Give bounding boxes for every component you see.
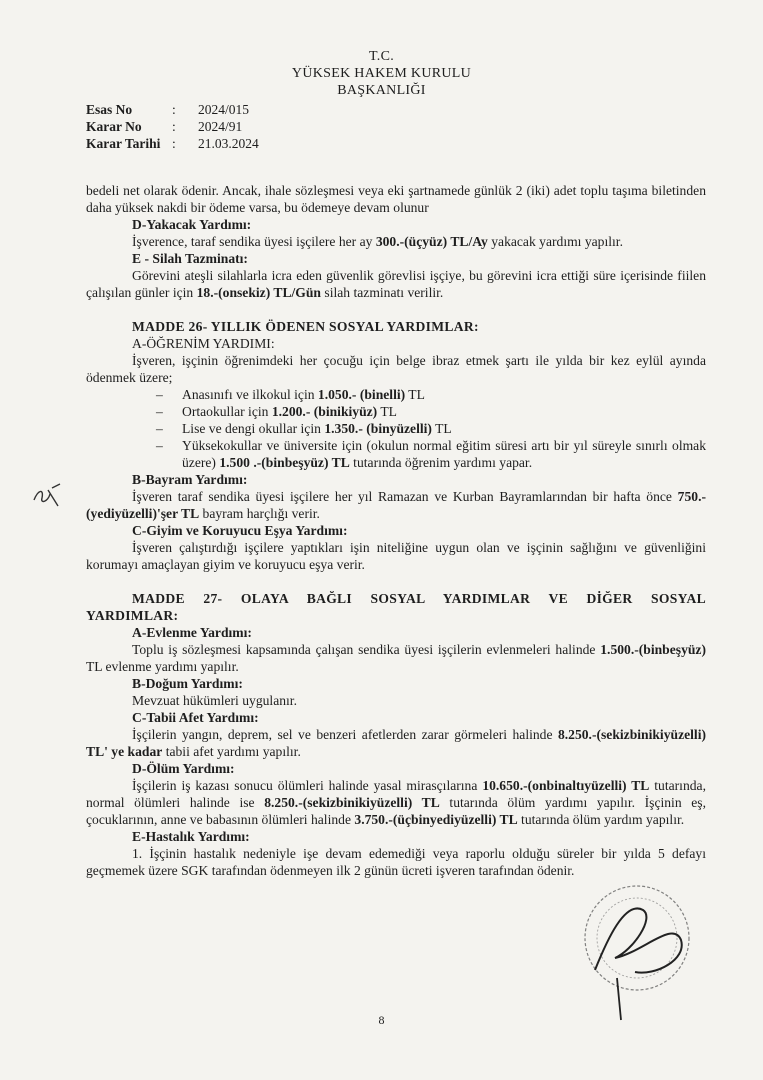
amount: 18.-(onsekiz) TL/Gün	[196, 285, 321, 300]
esas-label: Esas No	[86, 102, 133, 117]
list-item	[156, 403, 706, 420]
paragraph-continued: bedeli net olarak ödenir. Ancak, ihale sözleşmesi veya eki şartnamede günlük 2 (iki) adet toplu taşıma biletinden daha yüksek nakdi bir ödeme varsa, bu ödemeye devam olunur	[86, 183, 706, 215]
document-body	[86, 182, 706, 879]
section-heading-hastalik: E-Hastalık Yardımı:	[132, 829, 250, 844]
karar-label: Karar No	[86, 119, 142, 134]
article-26-title: MADDE 26- YILLIK ÖDENEN SOSYAL YARDIMLAR:	[132, 319, 479, 334]
amount: 1.350.- (binyüzelli)	[324, 421, 432, 436]
amount: 1.200.- (binikiyüz)	[271, 404, 378, 419]
text: tutarında ölüm yardımı yapılır. İşçinin eş, çocuklarının, anne ve babasının ölümleri halinde	[86, 795, 706, 827]
list-item	[156, 437, 706, 471]
paragraph-olum	[86, 777, 706, 828]
amount: 8.250.-(sekizbinikiyüzelli) TL' ye kadar	[86, 727, 706, 759]
section-heading-evlenme: A-Evlenme Yardımı:	[132, 625, 252, 640]
section-heading-yakacak: D-Yakacak Yardımı:	[132, 217, 252, 232]
paragraph-evlenme	[86, 641, 706, 675]
tarih-label: Karar Tarihi	[86, 136, 161, 151]
amount: 300.-(üçyüz) TL/Ay	[375, 234, 488, 249]
text: Görevini ateşli silahlarla icra eden güvenlik görevlisi işçiye, bu görevini icra ettiği süre içerisinde fiilen çalışılan günler için	[86, 268, 706, 300]
text: tabii afet yardımı yapılır.	[162, 744, 301, 759]
esas-value: 2024/015	[198, 102, 250, 117]
text: TL	[431, 421, 452, 436]
text: Lise ve dengi okullar için	[182, 421, 325, 436]
tarih-value: 21.03.2024	[198, 136, 259, 151]
text: tutarında, normal ölümleri halinde ise	[86, 778, 706, 810]
meta-karar-row	[86, 118, 259, 135]
meta-esas-row	[86, 101, 259, 118]
official-stamp-signature	[555, 880, 705, 1030]
spacer	[86, 573, 706, 590]
education-aid-list	[86, 386, 706, 471]
text: Ortaokullar için	[182, 404, 272, 419]
header-tc: T.C.	[368, 49, 395, 64]
text: yakacak yardımı yapılır.	[487, 234, 623, 249]
text: İşverence, taraf sendika üyesi işçilere her ay	[132, 234, 376, 249]
header-institution: YÜKSEK HAKEM KURULU	[291, 66, 472, 81]
meta-colon: :	[172, 136, 176, 151]
paragraph-giyim: İşveren çalıştırdığı işçilere yaptıkları işin niteliğine uygun olan ve işçinin sağlığını ve güvenliğini korumayı amaçlayan giyim ve koruyucu eşya verir.	[86, 540, 706, 572]
article-27-title: MADDE 27- OLAYA BAĞLI SOSYAL YARDIMLAR VE DİĞER SOSYAL YARDIMLAR:	[86, 591, 706, 623]
text: İşçilerin iş kazası sonucu ölümleri halinde yasal mirasçılarına	[132, 778, 483, 793]
page-number: 8	[378, 1013, 385, 1027]
text: silah tazminatı verilir.	[321, 285, 444, 300]
text: TL	[377, 404, 397, 419]
section-heading-giyim: C-Giyim ve Koruyucu Eşya Yardımı:	[132, 523, 348, 538]
text: TL evlenme yardımı yapılır.	[86, 659, 239, 674]
text: Yüksekokullar ve üniversite için (okulun normal eğitim süresi artı bir yıl süreyle sınırlı olmak üzere)	[182, 438, 706, 470]
text: Toplu iş sözleşmesi kapsamında çalışan sendika üyesi işçilerin evlenmeleri halinde	[132, 642, 601, 657]
text: TL	[405, 387, 425, 402]
section-heading-dogum: B-Doğum Yardımı:	[132, 676, 243, 691]
karar-value: 2024/91	[198, 119, 243, 134]
spacer	[86, 301, 706, 318]
text: İşçilerin yangın, deprem, sel ve benzeri afetlerden zarar görmeleri halinde	[132, 727, 558, 742]
paragraph-bayram	[86, 488, 706, 522]
text: tutarında ölüm yardım yapılır.	[517, 812, 685, 827]
amount: 8.250.-(sekizbinikiyüzelli) TL	[264, 795, 440, 810]
paragraph-hastalik: 1. İşçinin hastalık nedeniyle işe devam edemediği veya raporlu olduğu süreler bir yılda 5 defayı geçmemek üzere SGK tarafından ödenmeyen ilk 2 günün ücreti işveren tarafından ödenir.	[86, 846, 706, 878]
amount: 3.750.-(üçbinyediyüzelli) TL	[354, 812, 518, 827]
section-heading-afet: C-Tabii Afet Yardımı:	[132, 710, 259, 725]
paragraph-silah	[86, 267, 706, 301]
text: Anasınıfı ve ilkokul için	[182, 387, 318, 402]
text: bayram harçlığı verir.	[199, 506, 320, 521]
case-meta	[86, 101, 259, 152]
section-heading-silah: E - Silah Tazminatı:	[132, 251, 248, 266]
paragraph-afet	[86, 726, 706, 760]
amount: 10.650.-(onbinaltıyüzelli) TL	[482, 778, 650, 793]
meta-tarih-row	[86, 135, 259, 152]
text: İşveren taraf sendika üyesi işçilere her yıl Ramazan ve Kurban Bayramlarından bir hafta önce	[132, 489, 678, 504]
meta-colon: :	[172, 102, 176, 117]
margin-initials-mark	[30, 480, 64, 510]
section-heading-ogrenim: A-ÖĞRENİM YARDIMI:	[132, 336, 275, 351]
document-header	[0, 48, 763, 99]
header-presidency: BAŞKANLIĞI	[337, 83, 426, 98]
text: tutarında öğrenim yardımı yapar.	[349, 455, 533, 470]
section-heading-bayram: B-Bayram Yardımı:	[132, 472, 248, 487]
amount: 750.-(yediyüzelli)'şer TL	[86, 489, 706, 521]
paragraph-yakacak	[86, 233, 706, 250]
amount: 1.500 .-(binbeşyüz) TL	[219, 455, 350, 470]
list-item	[156, 420, 706, 437]
paragraph-ogrenim: İşveren, işçinin öğrenimdeki her çocuğu için belge ibraz etmek şartı ile yılda bir kez eylül ayında ödenmek üzere;	[86, 353, 706, 385]
amount: 1.050.- (binelli)	[317, 387, 406, 402]
list-item	[156, 386, 706, 403]
paragraph-dogum: Mevzuat hükümleri uygulanır.	[132, 693, 297, 708]
amount: 1.500.-(binbeşyüz)	[600, 642, 706, 657]
meta-colon: :	[172, 119, 176, 134]
section-heading-olum: D-Ölüm Yardımı:	[132, 761, 235, 776]
